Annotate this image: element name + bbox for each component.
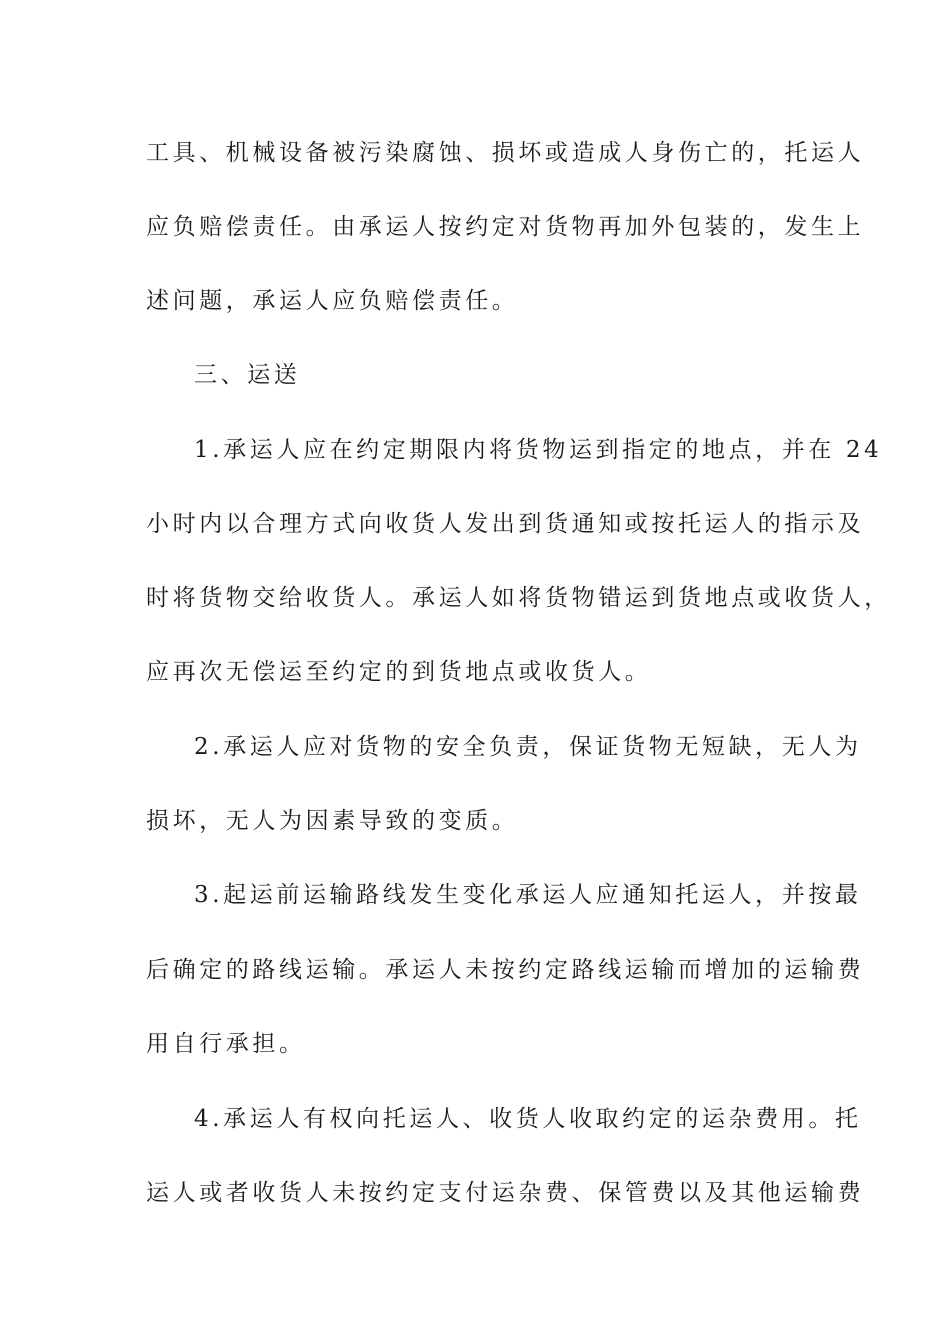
text-line: 应再次无偿运至约定的到货地点或收货人。 [146, 659, 652, 685]
text-line: 2.承运人应对货物的安全负责，保证货物无短缺，无人为 [194, 734, 862, 760]
text-line: 工具、机械设备被污染腐蚀、损坏或造成人身伤亡的，托运人 [146, 140, 865, 166]
text-line: 后确定的路线运输。承运人未按约定路线运输而增加的运输费 [146, 957, 865, 983]
text-line: 用自行承担。 [146, 1031, 306, 1057]
text-line: 应负赔偿责任。由承运人按约定对货物再加外包装的，发生上 [146, 214, 865, 240]
text-line: 运人或者收货人未按约定支付运杂费、保管费以及其他运输费 [146, 1180, 865, 1206]
text-line: 3.起运前运输路线发生变化承运人应通知托运人，并按最 [194, 882, 862, 908]
text-line: 4.承运人有权向托运人、收货人收取约定的运杂费用。托 [194, 1106, 862, 1132]
section-heading: 三、运送 [194, 362, 301, 388]
text-line: 时将货物交给收货人。承运人如将货物错运到货地点或收货人， [146, 585, 891, 611]
text-line: 述问题，承运人应负赔偿责任。 [146, 288, 519, 314]
text-line: 损坏，无人为因素导致的变质。 [146, 808, 519, 834]
text-line: 1.承运人应在约定期限内将货物运到指定的地点，并在 24 [194, 437, 883, 463]
text-line: 小时内以合理方式向收货人发出到货通知或按托运人的指示及 [146, 511, 865, 537]
